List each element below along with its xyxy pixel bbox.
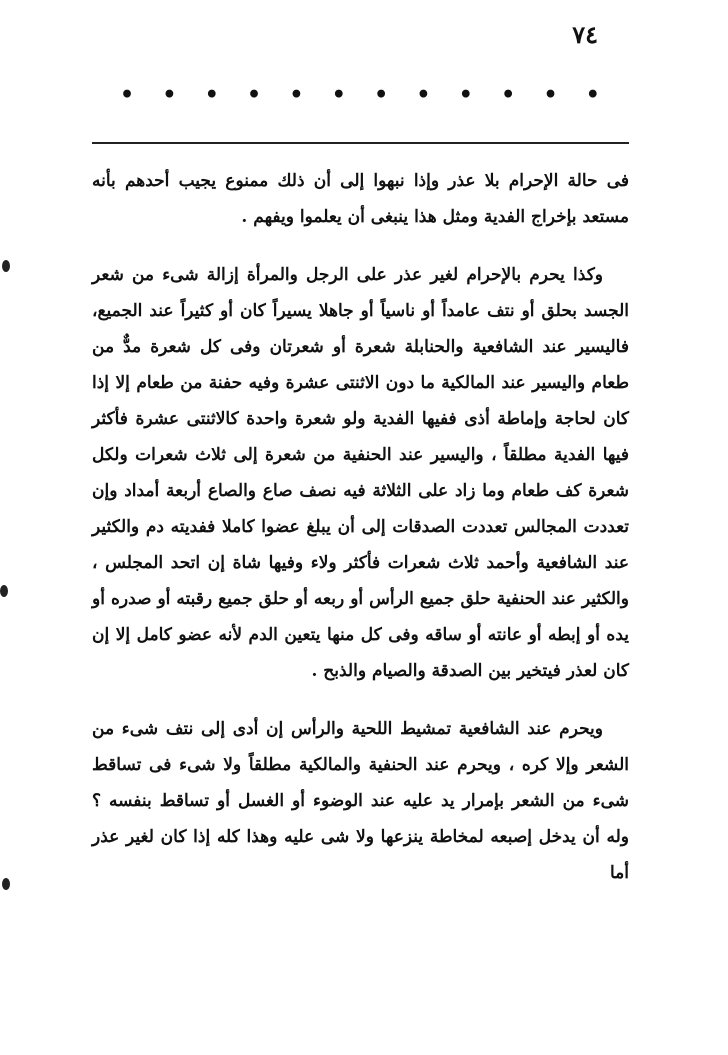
- scan-edge-mark: [2, 878, 10, 890]
- dot: •: [331, 82, 346, 108]
- dot: •: [501, 82, 516, 108]
- scan-edge-mark: [0, 585, 8, 597]
- dot: •: [374, 82, 389, 108]
- body-text: [92, 163, 629, 913]
- dot: •: [585, 82, 600, 108]
- paragraph-continuation: فى حالة الإحرام بلا عذر وإذا نبهوا إلى أن ذلك ممنوع يجيب أحدهم بأنه مستعد بإخراج الفدية ومثل هذا ينبغى أن يعلموا ويفهم .: [92, 171, 629, 227]
- page-number: ٧٤: [572, 20, 598, 49]
- dot: •: [120, 82, 135, 108]
- dot: •: [416, 82, 431, 108]
- ornament-dots: [120, 80, 600, 110]
- header-rule: [92, 142, 629, 144]
- dot: •: [289, 82, 304, 108]
- dot: •: [162, 82, 177, 108]
- dot: •: [543, 82, 558, 108]
- dot: •: [458, 82, 473, 108]
- dot: •: [247, 82, 262, 108]
- paragraph-combing: ويحرم عند الشافعية تمشيط اللحية والرأس إن أدى إلى نتف شىء من الشعر وإلا كره ، ويحرم عند الحنفية والمالكية مطلقاً ولا شىء فى تساقط شىء من الشعر بإمرار يد عليه عند الوضوء أو الغسل أو تساقط بنفسه ؟ وله أن يدخل إصبعه لمخاطة ينزعها ولا شى عليه وهذا كله إذا كان لغير عذر أما: [92, 719, 629, 883]
- scan-edge-mark: [2, 260, 10, 272]
- dot: •: [204, 82, 219, 108]
- paragraph-hair-removal: وكذا يحرم بالإحرام لغير عذر على الرجل والمرأة إزالة شىء من شعر الجسد بحلق أو نتف عامداً أو ناسياً أو جاهلا يسيراً كان أو كثيراً عند الجميع، فاليسير عند الشافعية والحنابلة شعرة أو شعرتان وفى كل شعرة مدٌّ من طعام واليسير عند المالكية ما دون الاثنتى عشرة وفيه حفنة من طعام إلا إذا كان لحاجة وإماطة أذى ففيها الفدية ولو شعرة واحدة كالاثنتى عشرة فأكثر فيها الفدية مطلقاً ، واليسير عند الحنفية من شعرة إلى ثلاث شعرات ولكل شعرة كف طعام وما زاد على الثلاثة فيه نصف صاع والصاع أربعة أمداد وإن تعددت المجالس تعددت الصدقات إلى أن يبلغ عضوا كاملا ففديته دم والكثير عند الشافعية وأحمد ثلاث شعرات فأكثر ولاء وفيها شاة إن اتحد المجلس ، والكثير عند الحنفية حلق جميع الرأس أو ربعه أو حلق جميع رقبته أو صدره أو يده أو إبطه أو عانته أو ساقه وفى كل منها يتعين الدم لأنه عضو كامل إلا إن كان لعذر فيتخير بين الصدقة والصيام والذبح .: [92, 265, 629, 681]
